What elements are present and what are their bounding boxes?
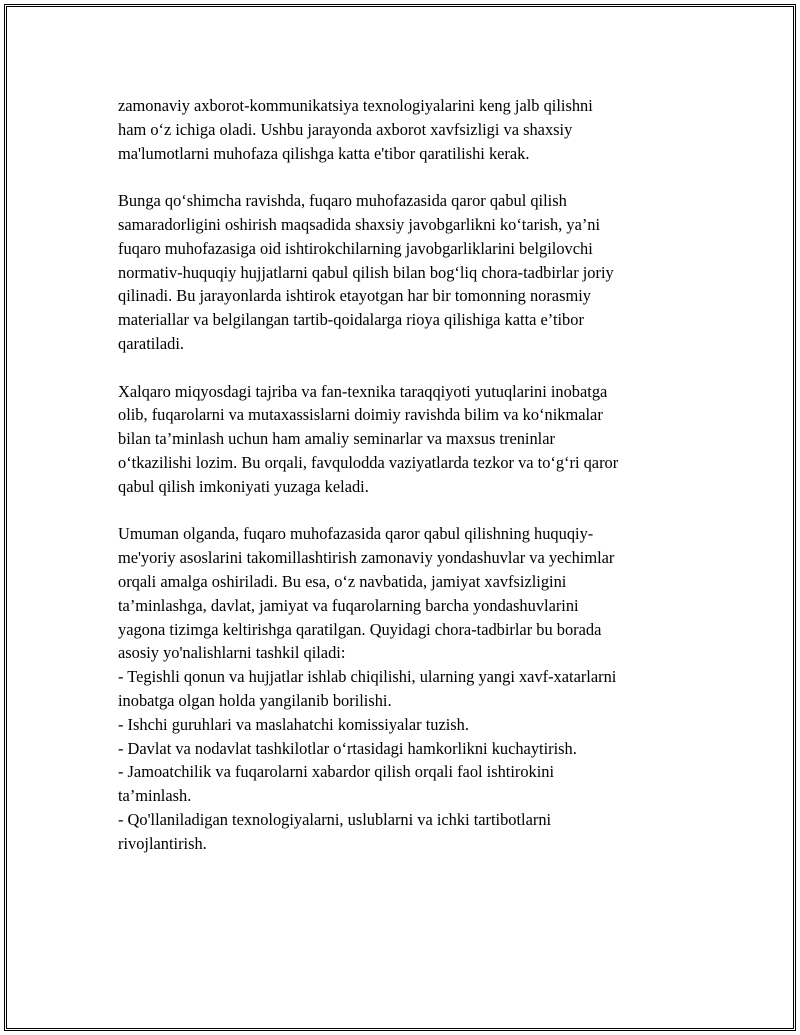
text-line: qaratiladi. — [118, 333, 184, 353]
list-item: - Tegishli qonun va hujjatlar ishlab chiqilishi, ularning yangi xavf-xatarlarni — [118, 667, 617, 687]
document-body — [118, 94, 690, 856]
list-item: - Ishchi guruhlari va maslahatchi komissiyalar tuzish. — [118, 714, 469, 734]
text-line: me'yoriy asoslarini takomillashtirish zamonaviy yondashuvlar va yechimlar — [118, 548, 615, 568]
text-line: qabul qilish imkoniyati yuzaga keladi. — [118, 476, 369, 496]
text-line: qilinadi. Bu jarayonlarda ishtirok etayotgan har bir tomonning norasmiy — [118, 286, 591, 306]
text-line: Bunga qo‘shimcha ravishda, fuqaro muhofazasida qaror qabul qilish — [118, 191, 567, 211]
text-line: ma'lumotlarni muhofaza qilishga katta e'tibor qaratilishi kerak. — [118, 143, 530, 163]
list-item: - Jamoatchilik va fuqarolarni xabardor qilish orqali faol ishtirokini — [118, 762, 555, 782]
text-line: Xalqaro miqyosdagi tajriba va fan-texnika taraqqiyoti yutuqlarini inobatga — [118, 381, 608, 401]
text-line: asosiy yo'nalishlarni tashkil qiladi: — [118, 643, 346, 663]
text-line: materiallar va belgilangan tartib-qoidalarga rioya qilishiga katta e’tibor — [118, 310, 584, 330]
list-item-continuation: rivojlantirish. — [118, 833, 207, 853]
text-line: Umuman olganda, fuqaro muhofazasida qaror qabul qilishning huquqiy- — [118, 524, 594, 544]
text-line: samaradorligini oshirish maqsadida shaxsiy javobgarlikni ko‘tarish, ya’ni — [118, 214, 601, 234]
list-item-continuation: ta’minlash. — [118, 786, 192, 806]
paragraph-3 — [118, 380, 690, 499]
paragraph-2 — [118, 189, 690, 356]
list-item: - Qo'llaniladigan texnologiyalarni, uslublarni va ichki tartibotlarni — [118, 809, 552, 829]
list-item: - Davlat va nodavlat tashkilotlar o‘rtasidagi hamkorlikni kuchaytirish. — [118, 738, 577, 758]
text-line: ta’minlashga, davlat, jamiyat va fuqarolarning barcha yondashuvlarini — [118, 595, 579, 615]
text-line: normativ-huquqiy hujjatlarni qabul qilish bilan bog‘liq chora-tadbirlar joriy — [118, 262, 614, 282]
text-line: orqali amalga oshiriladi. Bu esa, o‘z navbatida, jamiyat xavfsizligini — [118, 571, 567, 591]
text-line: o‘tkazilishi lozim. Bu orqali, favqulodda vaziyatlarda tezkor va to‘g‘ri qaror — [118, 452, 619, 472]
paragraph-4 — [118, 522, 690, 855]
text-line: bilan ta’minlash uchun ham amaliy seminarlar va maxsus treninlar — [118, 429, 555, 449]
text-line: fuqaro muhofazasiga oid ishtirokchilarning javobgarliklarini belgilovchi — [118, 238, 593, 258]
text-line: yagona tizimga keltirishga qaratilgan. Quyidagi chora-tadbirlar bu borada — [118, 619, 602, 639]
paragraph-1 — [118, 94, 690, 165]
text-line: olib, fuqarolarni va mutaxassislarni doimiy ravishda bilim va ko‘nikmalar — [118, 405, 603, 425]
text-line: ham o‘z ichiga oladi. Ushbu jarayonda axborot xavfsizligi va shaxsiy — [118, 119, 573, 139]
text-line: zamonaviy axborot-kommunikatsiya texnologiyalarini keng jalb qilishni — [118, 96, 593, 115]
list-item-continuation: inobatga olgan holda yangilanib borilishi. — [118, 690, 392, 710]
